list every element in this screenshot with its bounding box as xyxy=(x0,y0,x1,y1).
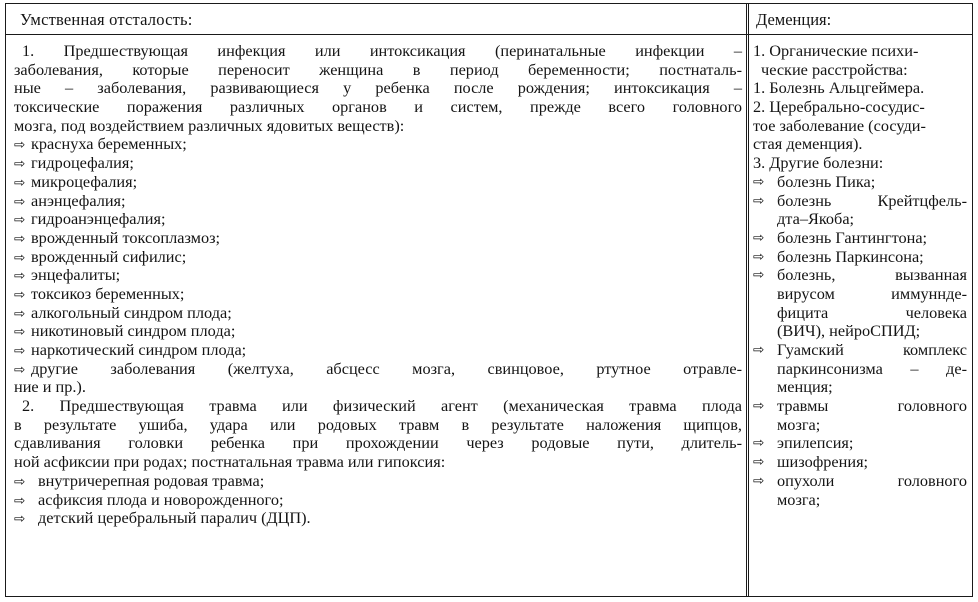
line-text: болезнь Гантингтона; xyxy=(777,227,928,247)
arrow-bullet-icon: ⇨ xyxy=(753,342,765,359)
list-item xyxy=(14,173,742,192)
dementia-column xyxy=(753,42,967,509)
text-line xyxy=(14,416,742,435)
line-text: опухоли головного xyxy=(777,470,967,490)
list-item xyxy=(753,397,967,434)
list-item xyxy=(14,266,742,285)
list-item xyxy=(753,472,967,509)
line-text: анэнцефалия; xyxy=(31,190,126,210)
arrow-bullet-icon: ⇨ xyxy=(14,343,26,359)
line-text: токсикоз беременных; xyxy=(31,283,185,303)
text-line xyxy=(14,42,742,61)
line-text: внутричерепная родовая травма; xyxy=(38,470,265,490)
arrow-bullet-icon: ⇨ xyxy=(14,193,26,210)
list-item xyxy=(753,434,967,453)
list-item xyxy=(14,285,742,304)
line-text: врожденный токсоплазмоз; xyxy=(31,227,221,247)
text-line xyxy=(14,397,742,416)
list-item xyxy=(753,266,967,341)
column-divider xyxy=(746,4,749,596)
list-item xyxy=(753,192,967,229)
line-text: травмы головного xyxy=(777,396,967,416)
line-text: эпилепсия; xyxy=(777,433,854,453)
arrow-bullet-icon: ⇨ xyxy=(14,174,26,191)
line-text: 2. Предшествующая травма или физический агент (механическая травма плода xyxy=(22,396,742,416)
line-text: болезнь, вызванная xyxy=(777,265,967,285)
line-text: гидроанэнцефалия; xyxy=(31,209,166,229)
line-text: алкогольный синдром плода; xyxy=(31,302,232,322)
arrow-bullet-icon: ⇨ xyxy=(753,435,765,452)
text-line xyxy=(14,434,742,453)
line-text: менция; xyxy=(777,377,833,397)
line-text: гидроцефалия; xyxy=(31,153,134,173)
line-text: заболевания, которые переносит женщина в период беременности; постнаталь- xyxy=(14,59,742,79)
line-text: шизофрения; xyxy=(777,452,869,472)
text-line xyxy=(14,117,742,136)
header-dementia: Деменция: xyxy=(756,10,832,29)
list-item xyxy=(14,509,742,528)
list-item xyxy=(14,304,742,323)
arrow-bullet-icon: ⇨ xyxy=(753,472,765,489)
line-text: токсические поражения различных органов и систем, прежде всего головного xyxy=(14,97,742,117)
line-text: ные – заболевания, развивающиеся у ребенка после рождения; интоксикация – xyxy=(14,78,742,98)
text-line xyxy=(14,453,742,472)
arrow-bullet-icon: ⇨ xyxy=(753,173,765,190)
line-text: болезнь Пика; xyxy=(777,171,876,191)
arrow-bullet-icon: ⇨ xyxy=(753,192,765,209)
arrow-bullet-icon: ⇨ xyxy=(14,249,26,266)
line-text: детский церебральный паралич (ДЦП). xyxy=(38,508,311,528)
list-item xyxy=(14,135,742,154)
line-text: болезнь Паркинсона; xyxy=(777,246,924,266)
text-line: 1. Болезнь Альцгеймера. xyxy=(753,78,925,98)
mental-retardation-column xyxy=(14,42,742,528)
list-item xyxy=(753,248,967,267)
arrow-bullet-icon: ⇨ xyxy=(14,511,26,528)
line-text: краснуха беременных; xyxy=(31,134,187,154)
line-text: дта–Якоба; xyxy=(777,209,855,229)
arrow-bullet-icon: ⇨ xyxy=(753,229,765,246)
arrow-bullet-icon: ⇨ xyxy=(14,305,26,322)
arrow-bullet-icon: ⇨ xyxy=(753,454,765,471)
arrow-bullet-icon: ⇨ xyxy=(14,286,26,303)
line-text: в результате ушиба, удара или родовых травм в результате наложения щипцов, xyxy=(14,414,742,434)
line-text: другие заболевания (желтуха, абсцесс мозга, свинцовое, ртутное отравле- xyxy=(31,358,742,378)
arrow-bullet-icon: ⇨ xyxy=(14,361,26,378)
arrow-bullet-icon: ⇨ xyxy=(14,212,26,229)
line-text: болезнь Крейтцфель- xyxy=(777,190,967,210)
line-text: ние и пр.). xyxy=(14,377,86,397)
list-item xyxy=(14,154,742,173)
line-text: микроцефалия; xyxy=(31,171,138,191)
text-line: 1. Органические психи- xyxy=(753,41,919,60)
text-line xyxy=(14,378,742,397)
list-item xyxy=(14,491,742,510)
line-text: ной асфиксии при родах; постнатальная травма или гипоксия: xyxy=(14,452,446,472)
arrow-bullet-icon: ⇨ xyxy=(753,398,765,415)
list-item xyxy=(14,248,742,267)
text-line xyxy=(14,61,742,80)
arrow-bullet-icon: ⇨ xyxy=(14,156,26,173)
text-line xyxy=(14,98,742,117)
list-item xyxy=(14,472,742,491)
line-text: фицита человека xyxy=(777,302,967,322)
text-line: ческие расстройства: xyxy=(761,59,908,79)
line-text: (ВИЧ), нейроСПИД; xyxy=(777,321,921,341)
arrow-bullet-icon: ⇨ xyxy=(14,230,26,247)
header-divider xyxy=(6,34,972,35)
table-frame xyxy=(5,3,973,597)
list-item xyxy=(14,322,742,341)
text-line: 2. Церебрально-сосудис- xyxy=(753,97,925,117)
line-text: мозга, под воздействием различных ядовитых веществ): xyxy=(14,115,405,135)
header-mental-retardation: Умственная отсталость: xyxy=(20,10,193,29)
list-item xyxy=(14,192,742,211)
line-text: вирусом иммуннде- xyxy=(777,283,967,303)
text-line: стая деменция). xyxy=(753,134,863,154)
line-text: паркинсонизма – де- xyxy=(777,358,967,378)
text-line: тое заболевание (сосуди- xyxy=(753,115,926,135)
arrow-bullet-icon: ⇨ xyxy=(753,248,765,265)
text-line: 3. Другие болезни: xyxy=(753,153,884,173)
line-text: сдавливания головки ребенка при прохождении через родовые пути, длитель- xyxy=(14,433,742,453)
line-text: наркотический синдром плода; xyxy=(31,340,247,359)
list-item xyxy=(753,453,967,472)
arrow-bullet-icon: ⇨ xyxy=(14,137,26,154)
arrow-bullet-icon: ⇨ xyxy=(753,267,765,284)
list-item xyxy=(753,341,967,397)
arrow-bullet-icon: ⇨ xyxy=(14,324,26,341)
line-text: энцефалиты; xyxy=(31,265,121,285)
list-item xyxy=(14,360,742,379)
list-item xyxy=(753,173,967,192)
list-item xyxy=(14,341,742,360)
arrow-bullet-icon: ⇨ xyxy=(14,473,26,490)
arrow-bullet-icon: ⇨ xyxy=(14,268,26,285)
line-text: никотиновый синдром плода; xyxy=(31,321,236,341)
line-text: мозга; xyxy=(777,489,821,509)
line-text: мозга; xyxy=(777,414,821,434)
list-item xyxy=(753,229,967,248)
line-text: Гуамский комплекс xyxy=(777,340,967,360)
line-text: врожденный сифилис; xyxy=(31,246,187,266)
list-item xyxy=(14,210,742,229)
text-line xyxy=(14,79,742,98)
line-text: асфиксия плода и новорожденного; xyxy=(38,489,284,509)
line-text: 1. Предшествующая инфекция или интоксикация (перинатальные инфекции – xyxy=(22,41,742,60)
list-item xyxy=(14,229,742,248)
arrow-bullet-icon: ⇨ xyxy=(14,492,26,509)
